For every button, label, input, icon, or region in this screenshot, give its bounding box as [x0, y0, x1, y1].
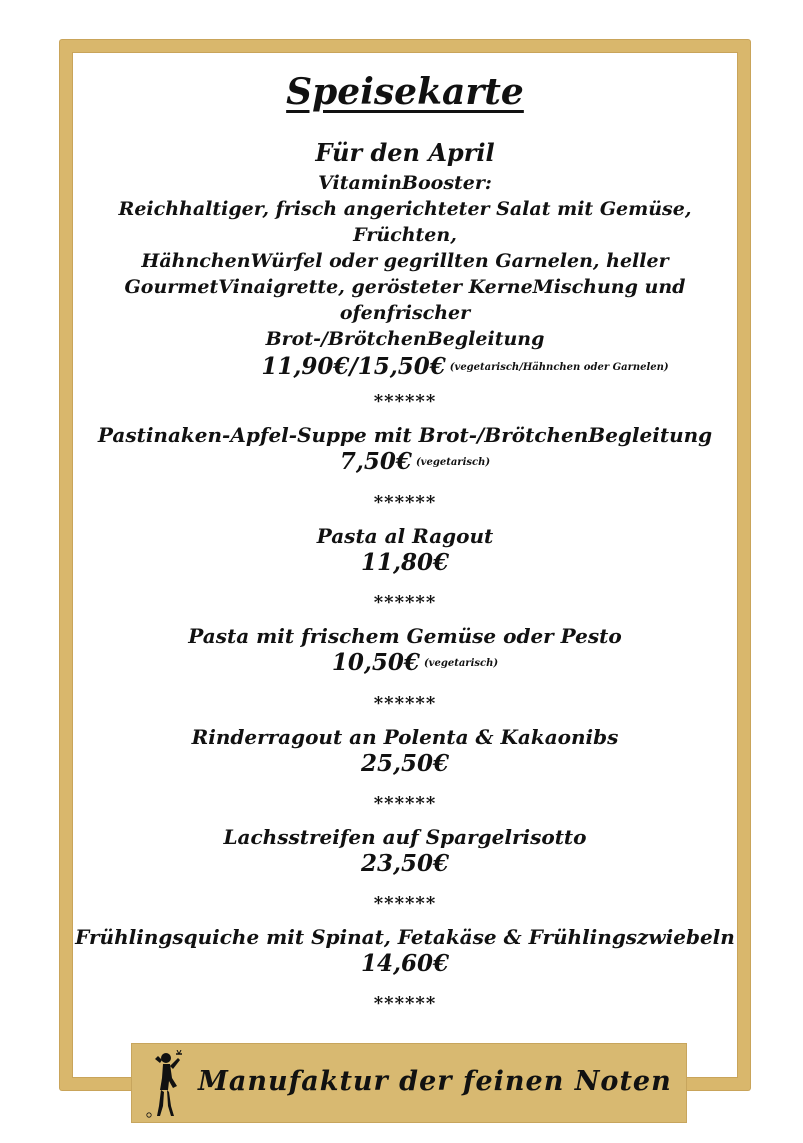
menu-subtitle: Für den April [315, 138, 495, 167]
menu-title: Speisekarte [286, 71, 524, 113]
item-note: (vegetarisch) [423, 658, 499, 669]
item-price: 10,50€ [331, 649, 420, 676]
item-price: 7,50€ [339, 448, 412, 475]
separator: ****** [373, 893, 437, 914]
item-price-row [72, 949, 738, 979]
brand-name: Manufaktur der feinen Noten [198, 1066, 672, 1097]
item-price-row [72, 548, 738, 578]
item-description-line: Reichhaltiger, frisch angerichteter Salat mit Gemüse, Früchten, [118, 198, 692, 246]
item-price: 23,50€ [360, 850, 450, 877]
separator: ****** [373, 693, 437, 714]
menu-item [72, 825, 738, 879]
menu-item [72, 925, 738, 979]
item-price: 11,80€ [360, 549, 450, 576]
item-price: 25,50€ [360, 750, 450, 777]
item-price-row [72, 447, 738, 478]
item-description-line: Brot-/BrötchenBegleitung [265, 328, 545, 350]
item-price-row [72, 749, 738, 779]
menu-item [72, 423, 738, 478]
item-note: (vegetarisch) [415, 457, 491, 468]
menu-card [72, 62, 738, 1025]
item-name: Frühlingsquiche mit Spinat, Fetakäse & Frühlingszwiebeln [75, 925, 735, 949]
separator: ****** [373, 492, 437, 513]
waitress-silhouette-icon [146, 1050, 186, 1118]
separator: ****** [373, 592, 437, 613]
menu-item [72, 725, 738, 779]
item-price-row [72, 648, 738, 679]
separator: ****** [373, 793, 437, 814]
menu-item [72, 624, 738, 679]
item-price-row [72, 849, 738, 879]
item-name: Rinderragout an Polenta & Kakaonibs [191, 725, 619, 749]
item-description-line: HähnchenWürfel oder gegrillten Garnelen, heller [141, 250, 669, 272]
separator: ****** [373, 993, 437, 1014]
item-price: 14,60€ [360, 950, 450, 977]
menu-item [72, 524, 738, 578]
item-name: Pasta mit frischem Gemüse oder Pesto [188, 624, 622, 648]
item-price-row [72, 352, 738, 383]
item-name: Pasta al Ragout [316, 524, 494, 548]
item-description-line: GourmetVinaigrette, gerösteter KerneMischung und ofenfrischer [124, 276, 686, 324]
item-note: (vegetarisch/Hähnchen oder Garnelen) [449, 362, 669, 373]
footer-banner [131, 1043, 687, 1123]
item-name: Pastinaken-Apfel-Suppe mit Brot-/BrötchenBegleitung [97, 423, 713, 447]
separator: ****** [373, 391, 437, 412]
item-name: VitaminBooster: [318, 172, 492, 194]
item-price: 11,90€/15,50€ [261, 353, 446, 380]
menu-item [72, 170, 738, 383]
item-name: Lachsstreifen auf Spargelrisotto [223, 825, 587, 849]
